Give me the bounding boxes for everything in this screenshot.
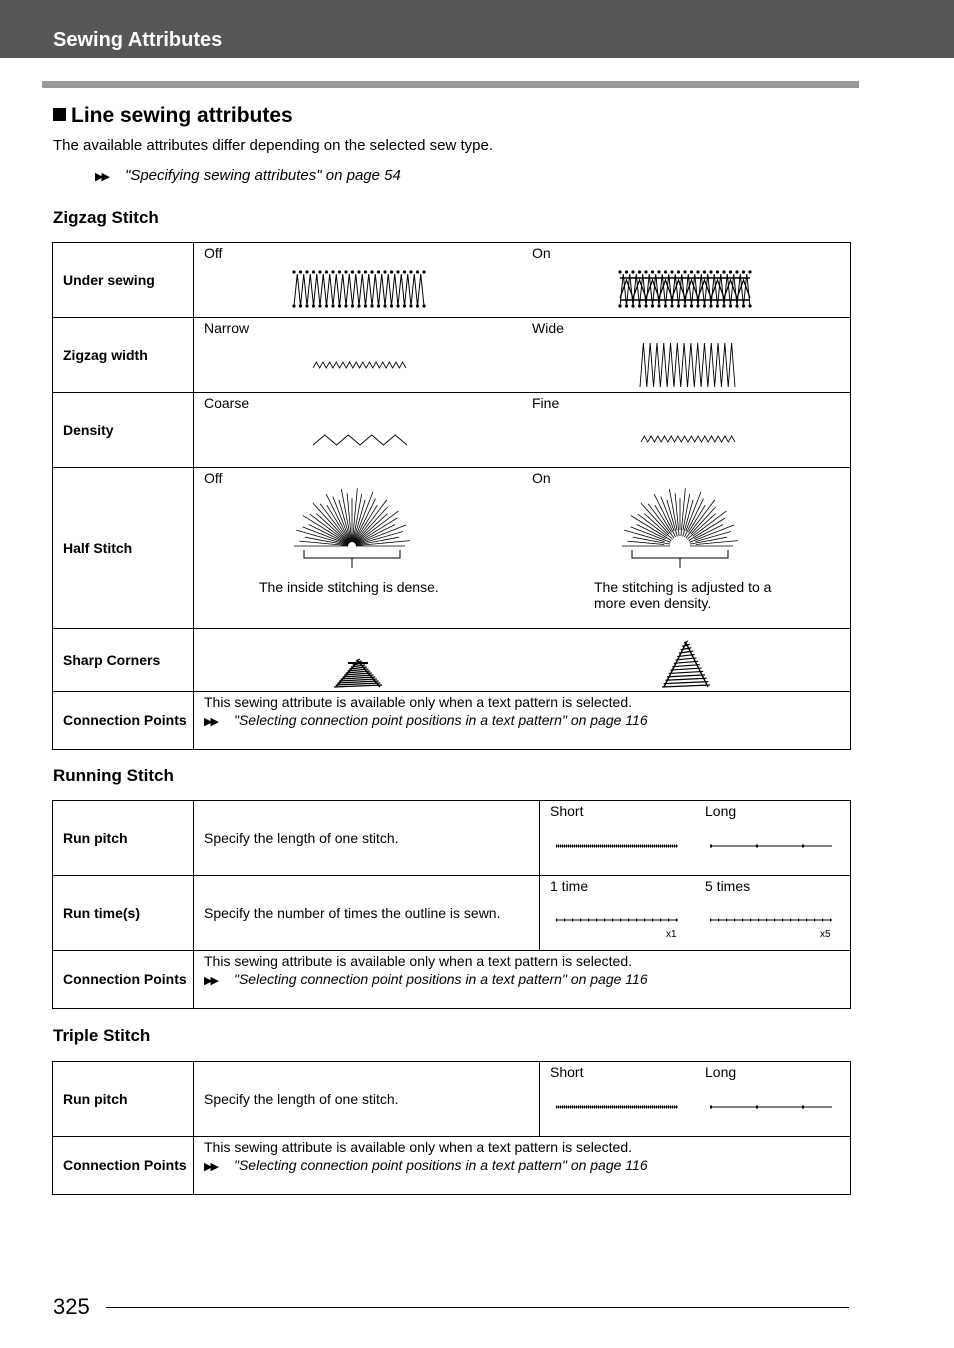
row-label: Run time(s) <box>53 876 194 951</box>
row-label: Run pitch <box>53 801 194 876</box>
option-label: On <box>532 245 551 261</box>
section-title: Line sewing attributes <box>53 104 293 128</box>
zigzag-wide-figure <box>639 341 737 389</box>
table-row <box>53 692 851 750</box>
row-label: Density <box>53 393 194 468</box>
header-title: Sewing Attributes <box>53 29 223 51</box>
row-label: Connection Points <box>53 1137 194 1195</box>
run-pitch-short-figure <box>556 843 680 849</box>
table-row <box>53 468 851 629</box>
connection-text: This sewing attribute is available only when a text pattern is selected. <box>204 953 633 969</box>
footer-rule <box>106 1307 849 1308</box>
table-row <box>53 951 851 1009</box>
option-label: Narrow <box>204 320 250 336</box>
double-arrow-icon: ▶▶ <box>204 1161 217 1173</box>
connection-reference-link[interactable]: ▶▶ "Selecting connection point positions in a text pattern" on page 116 <box>204 1157 648 1173</box>
option-label: Off <box>204 470 223 486</box>
option-label: Long <box>705 803 737 819</box>
density-fine-figure <box>640 434 736 444</box>
double-arrow-icon: ▶▶ <box>204 975 217 987</box>
zigzag-narrow-figure <box>312 360 407 370</box>
table-row <box>53 318 851 393</box>
option-label: 5 times <box>705 878 751 894</box>
triple-pitch-long-figure <box>710 1104 834 1110</box>
triple-title: Triple Stitch <box>53 1026 151 1045</box>
option-label: Fine <box>532 395 560 411</box>
sharp-corner-on-figure <box>662 639 712 689</box>
connection-text: This sewing attribute is available only when a text pattern is selected. <box>204 1139 633 1155</box>
option-label: Wide <box>532 320 564 336</box>
row-label: Under sewing <box>53 243 194 318</box>
half-stitch-off-figure <box>294 488 424 574</box>
zigzag-under-on-figure <box>616 268 754 310</box>
run-count-mark: x1 <box>666 929 677 940</box>
double-arrow-icon: ▶▶ <box>204 716 217 728</box>
table-row <box>53 393 851 468</box>
triple-table <box>52 1061 851 1195</box>
half-stitch-off-note: The inside stitching is dense. <box>259 579 439 595</box>
option-label: Off <box>204 245 223 261</box>
half-stitch-on-figure <box>622 488 752 574</box>
half-stitch-on-note: The stitching is adjusted to a more even density. <box>594 579 772 611</box>
row-label: Run pitch <box>53 1062 194 1137</box>
run-pitch-long-figure <box>710 843 834 849</box>
connection-reference-link[interactable]: ▶▶ "Selecting connection point positions in a text pattern" on page 116 <box>204 712 648 728</box>
square-bullet-icon <box>53 108 66 121</box>
connection-reference-link[interactable]: ▶▶ "Selecting connection point positions in a text pattern" on page 116 <box>204 971 648 987</box>
table-row <box>53 629 851 692</box>
page-header <box>0 0 954 58</box>
table-row <box>53 1137 851 1195</box>
option-label: Coarse <box>204 395 250 411</box>
row-label: Connection Points <box>53 951 194 1009</box>
zigzag-under-off-figure <box>290 268 428 310</box>
option-label: Short <box>550 1064 584 1080</box>
run-times-1-figure <box>556 917 680 923</box>
running-title: Running Stitch <box>53 766 174 785</box>
run-count-mark: x5 <box>820 929 831 940</box>
row-label: Zigzag width <box>53 318 194 393</box>
row-description: Specify the length of one stitch. <box>194 801 540 876</box>
connection-text: This sewing attribute is available only when a text pattern is selected. <box>204 694 633 710</box>
triple-pitch-short-figure <box>556 1104 680 1110</box>
row-description: Specify the number of times the outline is sewn. <box>194 876 540 951</box>
table-row <box>53 876 851 951</box>
page-number: 325 <box>53 1294 90 1319</box>
run-times-5-figure <box>710 917 834 923</box>
intro-text: The available attributes differ depending on the selected sew type. <box>53 137 494 154</box>
sharp-corner-off-figure <box>334 649 384 689</box>
density-coarse-figure <box>312 433 408 447</box>
option-label: Long <box>705 1064 737 1080</box>
row-label: Sharp Corners <box>53 629 194 692</box>
intro-reference-link[interactable]: ▶▶ "Specifying sewing attributes" on page 54 <box>95 167 401 184</box>
row-label: Half Stitch <box>53 468 194 629</box>
table-row <box>53 243 851 318</box>
double-arrow-icon: ▶▶ <box>95 171 108 183</box>
table-row <box>53 1062 851 1137</box>
option-label: 1 time <box>550 878 589 894</box>
option-label: On <box>532 470 551 486</box>
title-rule <box>42 81 859 88</box>
row-label: Connection Points <box>53 692 194 750</box>
option-label: Short <box>550 803 584 819</box>
row-description: Specify the length of one stitch. <box>194 1062 540 1137</box>
zigzag-table <box>52 242 851 750</box>
running-table <box>52 800 851 1009</box>
zigzag-title: Zigzag Stitch <box>53 208 159 227</box>
table-row <box>53 801 851 876</box>
